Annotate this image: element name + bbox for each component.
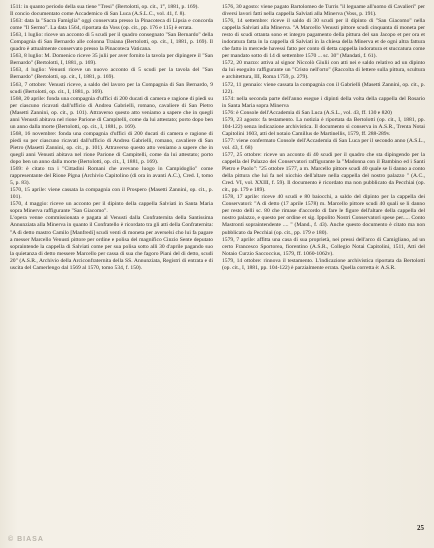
chronology-entry: 1511: in quanto periodo della sua tiene "Tresi" (Bertolotti, op. cit., 1°, 1881, p. 169). [10,4,199,10]
chronology-entry: 1570, 4 maggio: riceve un acconto per il dipinto della cappella Salviati in Santa Maria sopra Minerva raffigurante "San Giacomo". [10,201,213,215]
chronology-entry: 1563, 7 ottobre: Venusti riceve, a saldo del lavoro per la Compagnia di San Bernardo, 9 scudi (Bertolotti, op. cit., I, 1881, p. 169). [10,81,213,95]
chronology-entry: 1579, 7 aprile: affitta una casa di sua proprietà, nei pressi dell'arco di Camigliano, ad un certo Francesco Sportorea, fiorentino (A.S.R., Collegio Notai Capitolini, 1511, Atti del Notaio Curzio Saccoccius, 1579, ff. 1060-1062v). [222,236,425,257]
chronology-entry: 1570, 15 aprile: viene cassata la compagnia con il Prospero (Masetti Zannini, op. cit., p. 101). [10,187,213,201]
right-column [222,4,425,272]
chronology-entry: 1572, 20 marzo: attiva al signor Niccolò Giulii con atti nei e saldo relativo ad un dipinto da lui eseguito raffigurante un "Cristo nell'orto" (Raccolta di lettere sulla pittura, scultura e architettura, III, Roma 1759, p. 279). [222,60,425,81]
chronology-entry: 1563, 8 luglio: M. Domenico riceve 35 julii per aver fornito la tavola per dipingere il "San Bernardo" (Bertolotti, I, 1881, p. 169). [10,53,213,67]
chronology-entry: 1576, 14 settembre: riceve il saldo di 30 scudi per il dipinto di "San Giacomo" nella cappella Salviati alla Minerva. "A Marcello Venusti pittore scudi cinquanta di moneta per resto di scudi ottanta sono et integro pagamento della pittura del san Jacopo et per ora et indoratura fatta in la cappella di Salviati in la chiesa della Minerva et de ogni altra fattura che fatto in mercede havessi fatto per conto di detta cappella indoratura et stuccatura come per mandato sotto di 14 di settembre 1570 ... sc. 30" (Mandati, f. 61). [222,18,425,60]
chronology-entry: 1576, 30 agosto: viene pagato Bartolomeo de Turris "il leguame all'uomo di Cavalieri" per diversi lavori fatti nella cappella Salviati alla Minerva (Voss, p. 191). [222,4,425,18]
chronology-entry: L'opera venne commissionata e pagata al Venusti dalla Confraternita della Santissima Annunziata alla Minerva in quanto il Confratello è ricordato tra gli atti della Confraternita: "A dì detto mastro Camilo [Manfredi] scudi venti di moneta per averselsi cho lui fa pagare a messer Marcello Venusti pittore per ordine e polisa del magnifico Cinzio Sente deputato sopraintende la cappella di Salviati come per sua polisa sotto alli 30 d'aprile pagando suo la quietanza di detto messere Marcello per cassa di sua che fagoro Piani del di detto, scudi 20" (A.S.R., Archivio della Arciconfraternita della SS. Annunziata, Registri di entrata e di uscita del Camerlengo dal 1569 al 1570, tomo 534, f. 150). [10,215,214,271]
chronology-entry: 1576: è Console dell'Accademia di San Luca (A.S.L., vol. 43, ff. 130 e 820) [222,109,392,116]
page-number: 25 [417,524,424,532]
chronology-entry: 1577: viene confermato Console dell'Accademia di San Luca per il secondo anno (A.S.L., vol. 43, f. 68) [222,137,425,151]
chronology-entry: 1577, 25 ottobre: riceve un acconto di 40 scudi per il quadro che sta dipingendo per la cappella del Palazzo dei Conservatori raffigurante la "Madonna con il Bambino ed i Santi Pietro e Paolo": "25 ottobre 1577, a m. Marcello pittore scudi 40 quale se li danno a conto della pittura che lui fa nel nicchio dell'altare nella cappella del nostro palazzo " (A.C., Cred. VI, vol. XXIII, f. 59). Il documento è ricordato ma non pubblicato da Pecchiai (op. cit., pp. 179 e 189). [222,151,425,194]
chronology-entry: 1572, 11 gennaio: viene cassata la compagnia con il Gabrielli (Masetti Zannini, op. cit., p. 122). [222,81,425,95]
chronology-entry: 1563, 4 luglio: Venusti riceve un nuovo acconto di 5 scudi per la tavola del "San Bernardo" (Bertolotti, op. cit., I, 1881, p. 169). [10,67,213,81]
chronology-entry: 1574: nella seconda parte dell'anno esegue i dipinti della volta della cappella del Rosario in Santa Maria sopra Minerva [222,95,425,109]
chronology-entry: 1579, 23 agosto: fa testamento. La notizia è riportata da Bertolotti (op. cit., I, 1881, pp. 104-122) senza indicazione archivistica. Il documento si conserva in A.S.R., Trenta Notai Capitolini 1603, atti del notaio Camillus de Martinellis, 1579, ff. 288-289v. [222,116,425,137]
chronology-entry: 1568, 16 novembre: fonda una compagnia d'uffici di 200 ducati di camera e ragione di piedi su per ciascuno ricavati dall'ufficio di Andrea Gabrielli, romano, cavaliere di San Pietro (Masetti Zannini, op. cit., p. 101). Attraverso questo atto veniamo a sapere che in quegli anni Venusti abitava nel rione Parione di Campitelli, come da lui attestato; porto dopo ben un anno dalla morte (Bertolotti, op. cit., I, 1881, p. 169). [10,130,213,166]
watermark: © BIASA [8,536,44,543]
chronology-entry: 1569: è citato tra i "Cittadini Romani che avevano luogo in Campidoglio" come rappresentante del Rione Pigna (Archivio Capitolino (di ora in avanti A.C.), Cred. I, tomo 5, p. 83). [10,166,213,187]
chronology-entry: 1568, 20 aprile: fonda una compagnia d'uffici di 200 ducati di camera e ragione di piedi su per ciascuno ricavati dall'ufficio di Andrea Gabrielli, romano, cavaliere di San Pietro (Masetti Zannini, op. cit., p. 101). Attraverso questo atto veniamo a sapere che in quegli anni Venusti abitava nel rione Parione di Campitelli, come da lui attestato; porto dopo ben un anno dalla morte (Bertolotti, op. cit., I, 1881, p. 169). [10,95,213,130]
left-column [10,4,213,272]
chronology-entry: 1578, 17 aprile: riceve 40 scudi e 80 baiocchi, a saldo del dipinto per la cappella dei Conservatori: "A dì detto (17 aprile 1578) m. Marcello pittore scudi 40 quali se li danno per resto delli sc. 80 che rimase d'accordo di fare le figure dell'altare della cappella del nostro palazzo, e questo per ordine et sig. Ippolito Nostri Conservatori spese per..... Conto Mastronti sopraintendente .... " (Mand., f. 43). Anche questo documento è citato ma non pubblicato da Pecchiai (op. cit., pp. 179 e 180). [222,194,425,236]
chronology-entry: 1579, 14 ottobre: rinnova il testamento. L'indicazione archivistica riportata da Bertolotti (op. cit., I, 1881, pp. 104-122) è parzialmente errata. Quella corretta è: A.S.R. [222,257,425,271]
chronology-entry: 1563, 1 luglio: riceve un acconto di 5 scudi per il quadro consegnato "San Bernardo" della Compagnia di San Bernardo alle colonna Traiana (Bertolotti, op. cit., I, 1881, p. 169). Il quadro è attualmente conservato presso la Pinacoteca Vaticana. [10,32,213,53]
chronology-entry: 1563: data la "Sacra Famiglia" oggi conservata presso la Pinacoteca di Lipsia e concorda come "Il Sermo". La data 1564, riportata da Voss (op. cit., pp. 176 e 115) è errata. [10,18,213,32]
chronology-entry: Il concio documentato come Accademico di San Luca (A.S.L.C., vol. 41, f. 8). [10,11,186,18]
